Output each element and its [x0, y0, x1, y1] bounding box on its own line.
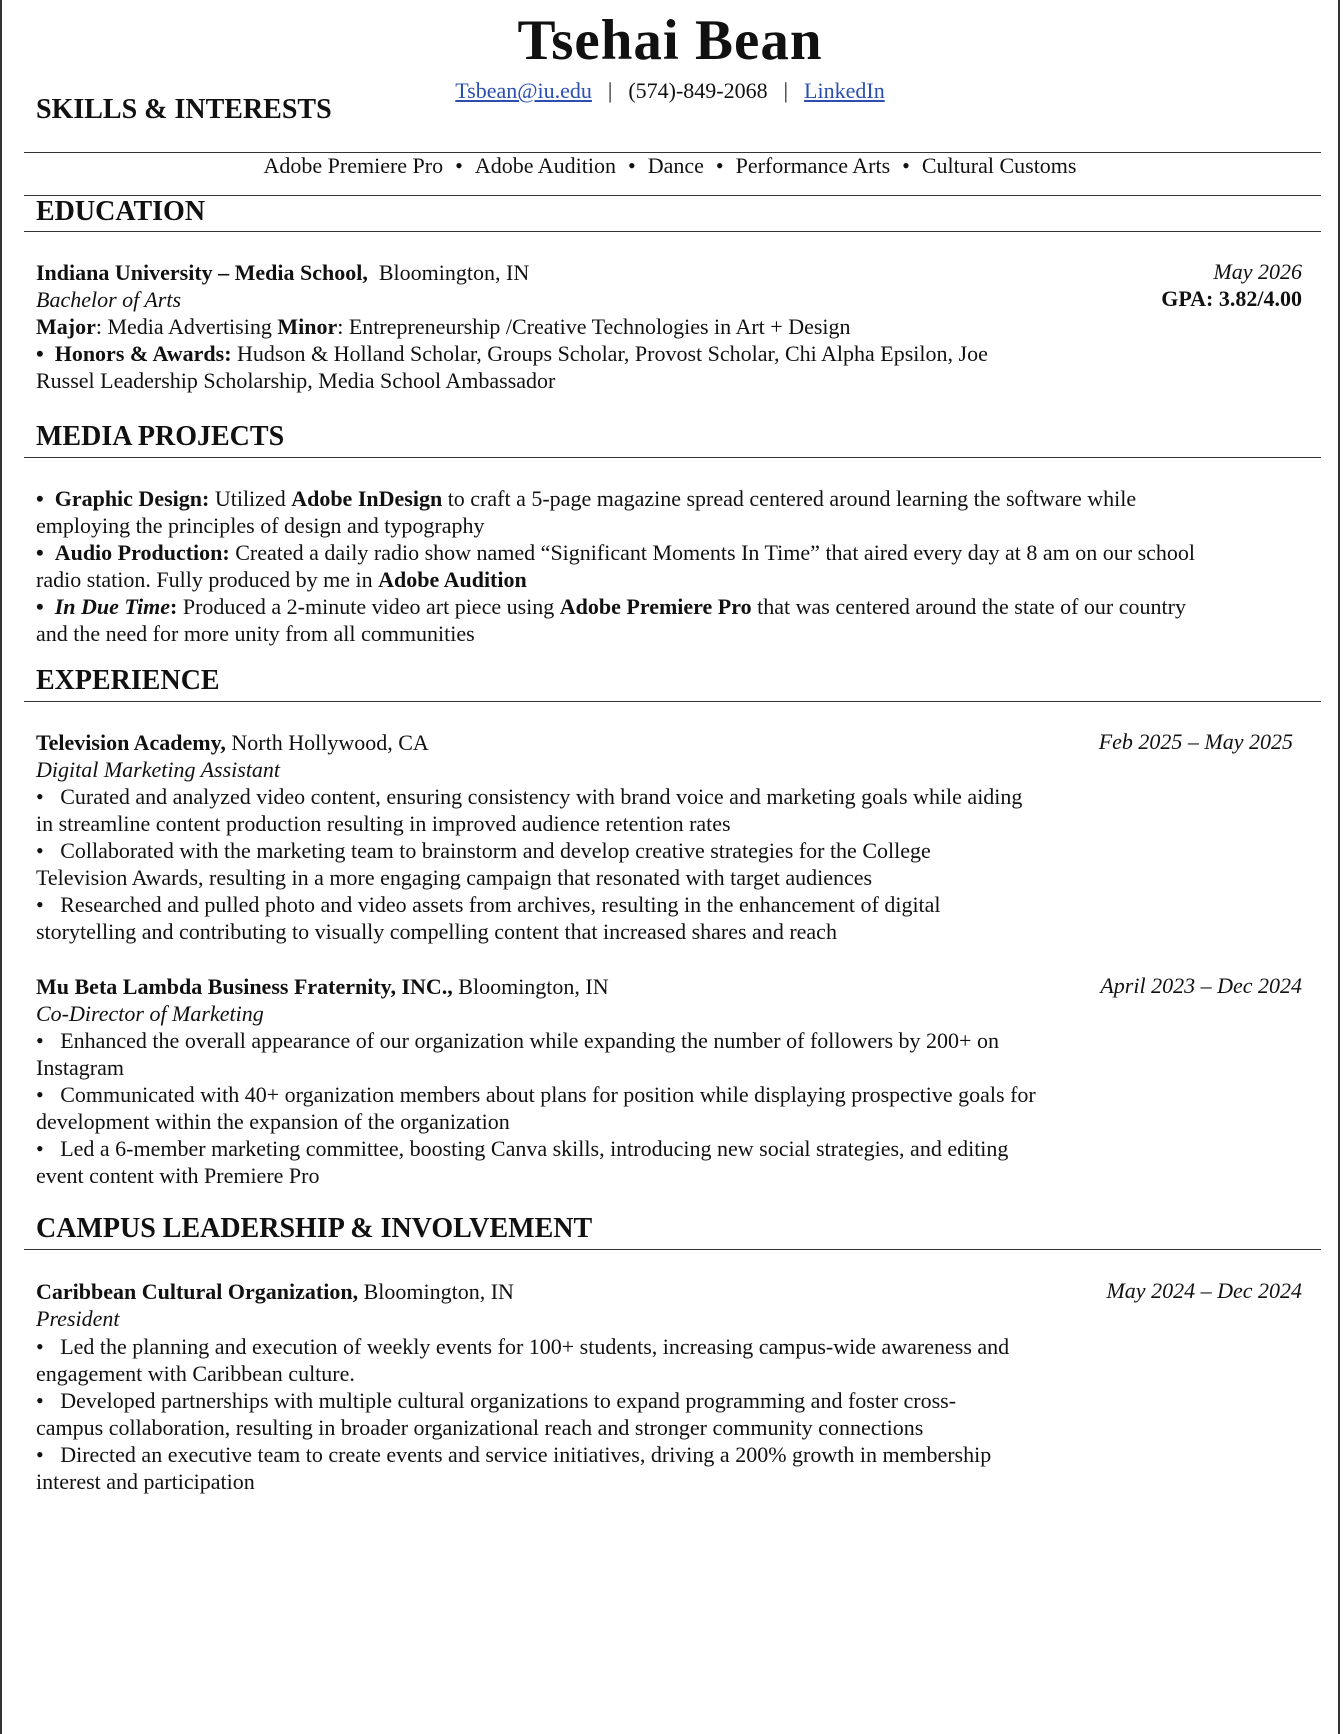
- bullet-text: in streamline content production resulting in improved audience retention rates: [36, 811, 731, 836]
- campus-bullet: [36, 1333, 1009, 1360]
- minor-label: Minor: [277, 314, 338, 339]
- bullet-dot: •: [36, 1082, 44, 1107]
- bullet-dot: •: [36, 1136, 44, 1161]
- project-text-line: and the need for more unity from all communities: [36, 621, 475, 646]
- honors-line: [36, 340, 988, 367]
- school-name: Indiana University – Media School,: [36, 260, 368, 285]
- bullet-dot: •: [36, 784, 44, 809]
- job-title: Co-Director of Marketing: [36, 1001, 264, 1026]
- job-bullet: [36, 837, 931, 864]
- org-name: Caribbean Cultural Organization,: [36, 1279, 359, 1304]
- job-bullet: [36, 783, 1022, 810]
- campus-date: May 2024 – Dec 2024: [1106, 1278, 1302, 1303]
- org-location: Bloomington, IN: [452, 974, 609, 999]
- bullet-text: Led the planning and execution of weekly events for 100+ students, increasing campus-wide awareness and: [60, 1334, 1010, 1359]
- bullet-text: Curated and analyzed video content, ensuring consistency with brand voice and marketing goals while aiding: [60, 784, 1023, 809]
- bullet-text: Instagram: [36, 1055, 124, 1080]
- tool-name: Adobe Audition: [378, 567, 527, 592]
- section-title-education: EDUCATION: [36, 196, 206, 227]
- project-audio-production: [36, 539, 1195, 566]
- skill-item: Adobe Premiere Pro: [263, 153, 444, 178]
- job-bullet: [36, 1081, 1036, 1108]
- bullet-dot: •: [715, 153, 724, 178]
- bullet-text: Researched and pulled photo and video assets from archives, resulting in the enhancement of digital: [60, 892, 941, 917]
- honors-value: Hudson & Holland Scholar, Groups Scholar, Provost Scholar, Chi Alpha Epsilon, Joe: [231, 341, 988, 366]
- tool-name: Adobe InDesign: [291, 486, 443, 511]
- bullet-text: Led a 6-member marketing committee, boosting Canva skills, introducing new social strategies, and editing: [60, 1136, 1009, 1161]
- bullet-dot: •: [628, 153, 636, 178]
- phone-number: (574)-849-2068: [628, 78, 768, 103]
- bullet-dot: •: [36, 1028, 44, 1053]
- skill-item: Cultural Customs: [921, 153, 1077, 178]
- major-minor-line: [36, 313, 851, 340]
- bullet-text: engagement with Caribbean culture.: [36, 1361, 355, 1386]
- project-text-line: [36, 566, 527, 593]
- project-label: Graphic Design:: [54, 486, 210, 511]
- skill-item: Adobe Audition: [474, 153, 616, 178]
- org-name: Television Academy,: [36, 730, 226, 755]
- project-graphic-design: [36, 485, 1136, 512]
- major-label: Major: [36, 314, 96, 339]
- job-title: Digital Marketing Assistant: [36, 757, 281, 782]
- org-line: [36, 1278, 514, 1305]
- bullet-text: event content with Premiere Pro: [36, 1163, 320, 1188]
- project-label: Audio Production:: [54, 540, 230, 565]
- degree: Bachelor of Arts: [36, 287, 182, 312]
- job-org-line: [36, 729, 429, 756]
- section-divider: [24, 231, 1321, 232]
- section-divider: [24, 701, 1321, 702]
- email-link[interactable]: Tsbean@iu.edu: [455, 78, 592, 103]
- project-text: radio station. Fully produced by me in: [36, 567, 379, 592]
- job-bullet: [36, 1027, 999, 1054]
- tool-name: Adobe Premiere Pro: [559, 594, 752, 619]
- org-location: North Hollywood, CA: [225, 730, 429, 755]
- project-in-due-time: [36, 593, 1186, 620]
- bullet-dot: •: [36, 486, 44, 511]
- honors-label: Honors & Awards:: [54, 341, 232, 366]
- section-divider: [24, 195, 1321, 196]
- separator: |: [783, 78, 789, 103]
- job-date: April 2023 – Dec 2024: [1100, 973, 1302, 998]
- bullet-dot: •: [36, 1442, 44, 1467]
- bullet-text: campus collaboration, resulting in broader organizational reach and stronger community connections: [36, 1415, 924, 1440]
- bullet-text: storytelling and contributing to visually compelling content that increased shares and reach: [36, 919, 837, 944]
- bullet-dot: •: [36, 341, 44, 366]
- section-title-skills: SKILLS & INTERESTS: [36, 94, 332, 125]
- bullet-dot: •: [455, 153, 463, 178]
- major-value: : Media Advertising: [95, 314, 278, 339]
- bullet-text: development within the expansion of the organization: [36, 1109, 510, 1134]
- skill-item: Dance: [647, 153, 704, 178]
- education-date: May 2026: [1213, 259, 1302, 284]
- bullet-text: Developed partnerships with multiple cultural organizations to expand programming and foster cross-: [60, 1388, 957, 1413]
- bullet-text: Collaborated with the marketing team to brainstorm and develop creative strategies for the College: [60, 838, 931, 863]
- colon: :: [170, 594, 178, 619]
- bullet-dot: •: [902, 153, 910, 178]
- bullet-dot: •: [36, 892, 44, 917]
- bullet-text: Enhanced the overall appearance of our organization while expanding the number of followers by 200+ on: [60, 1028, 999, 1053]
- skill-item: Performance Arts: [735, 153, 891, 178]
- bullet-dot: •: [36, 540, 44, 565]
- section-title-projects: MEDIA PROJECTS: [36, 421, 285, 452]
- bullet-text: Television Awards, resulting in a more engaging campaign that resonated with target audiences: [36, 865, 873, 890]
- skills-list: [2, 153, 1338, 179]
- linkedin-link[interactable]: LinkedIn: [804, 78, 885, 103]
- minor-value: : Entrepreneurship /Creative Technologies in Art + Design: [337, 314, 851, 339]
- bullet-text: interest and participation: [36, 1469, 255, 1494]
- job-date: Feb 2025 – May 2025: [1098, 729, 1293, 754]
- project-text: that was centered around the state of our country: [751, 594, 1186, 619]
- separator: |: [607, 78, 613, 103]
- section-title-experience: EXPERIENCE: [36, 665, 220, 696]
- bullet-text: Directed an executive team to create events and service initiatives, driving a 200% growth in membership: [60, 1442, 992, 1467]
- campus-title: President: [36, 1306, 120, 1331]
- bullet-text: Communicated with 40+ organization members about plans for position while displaying prospective goals for: [60, 1082, 1036, 1107]
- job-org-line: [36, 973, 609, 1000]
- project-label: In Due Time: [54, 594, 170, 619]
- project-text: Created a daily radio show named “Significant Moments In Time” that aired every day at 8 am on our school: [229, 540, 1196, 565]
- project-text: to craft a 5-page magazine spread centered around learning the software while: [442, 486, 1137, 511]
- job-bullet: [36, 1135, 1008, 1162]
- gpa: GPA: 3.82/4.00: [1161, 286, 1302, 311]
- honors-line-2: Russel Leadership Scholarship, Media School Ambassador: [36, 368, 556, 393]
- project-text-line: employing the principles of design and typography: [36, 513, 485, 538]
- job-bullet: [36, 891, 941, 918]
- candidate-name: Tsehai Bean: [517, 9, 823, 72]
- campus-bullet: [36, 1441, 991, 1468]
- bullet-dot: •: [36, 838, 44, 863]
- org-name: Mu Beta Lambda Business Fraternity, INC.,: [36, 974, 453, 999]
- section-title-campus: CAMPUS LEADERSHIP & INVOLVEMENT: [36, 1213, 593, 1244]
- bullet-dot: •: [36, 1388, 44, 1413]
- bullet-dot: •: [36, 1334, 44, 1359]
- education-school-line: [36, 259, 529, 286]
- org-location: Bloomington, IN: [358, 1279, 514, 1304]
- school-location: Bloomington, IN: [378, 260, 530, 285]
- project-text: Utilized: [209, 486, 292, 511]
- bullet-dot: •: [36, 594, 44, 619]
- project-text: Produced a 2-minute video art piece using: [177, 594, 560, 619]
- section-divider: [24, 457, 1321, 458]
- section-divider: [24, 1249, 1321, 1250]
- campus-bullet: [36, 1387, 956, 1414]
